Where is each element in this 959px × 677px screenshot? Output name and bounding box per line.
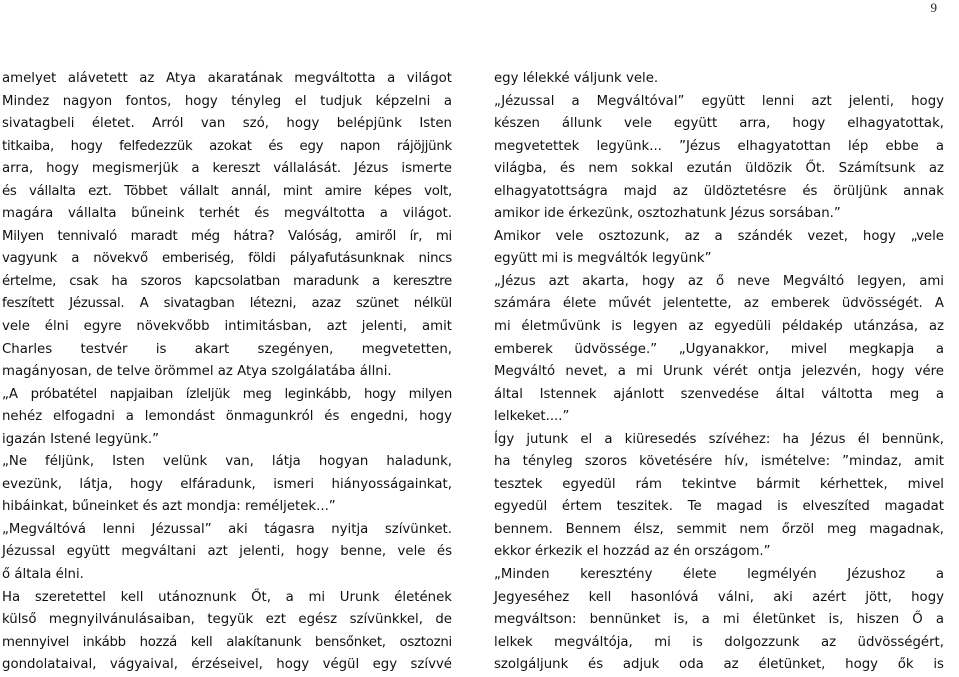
text-line: magára vállalta bűneink terhét és megváltotta a világot. (2, 206, 452, 222)
text-line: vagyunk a növekvő emberiség, földi pályafutásunknak nincs (2, 251, 452, 267)
text-line: emberek üdvössége.” „Ugyanakkor, mivel megkapja a (494, 341, 944, 357)
text-line: Amikor vele osztozunk, az a szándék vezet, hogy „vele (494, 228, 944, 244)
text-line: evezünk, látja, hogy elfáradunk, ismeri hiányosságainkat, (2, 476, 452, 492)
text-line: egy lélekké váljunk vele. (494, 71, 659, 86)
text-line: világba, és nem sokkal ezután üldözik Őt. Számítsunk az (494, 161, 944, 177)
text-line: „Ne féljünk, Isten velünk van, látja hogyan haladunk, (2, 454, 452, 470)
text-line: által Istennek ajánlott szenvedése által váltotta meg a (494, 386, 944, 402)
text-line: „Megváltóvá lenni Jézussal” aki tágasra nyitja szívünket. (2, 521, 452, 537)
text-line: lelkek megváltója, mi is dolgozzunk az üdvösségért, (494, 634, 944, 650)
text-line: egyedül értem teszitek. Te magad is elveszíted magadat (494, 499, 944, 515)
text-line: arra, hogy megismerjük a kereszt vállalását. Jézus ismerte (2, 161, 452, 177)
text-line: Jegyeséhez kell hasonlóvá válni, aki azért jött, hogy (494, 589, 944, 605)
text-line: magányosan, de telve örömmel az Atya szolgálatába állni. (2, 364, 392, 380)
text-line: „A próbatétel napjaiban ízleljük meg leginkább, hogy milyen (2, 386, 452, 402)
text-line: amikor ide érkezünk, osztozhatunk Jézus sorsában.” (494, 206, 841, 222)
text-line: Ha szeretettel kell utánoznunk Őt, a mi Urunk életének (2, 589, 452, 605)
text-line: igazán Istené legyünk.” (2, 431, 159, 447)
text-line: megvetettek legyünk... ”Jézus elhagyatottan lép ebbe a (494, 138, 944, 154)
text-line: megváltson: bennünket is, a mi életünket is, hiszen Ő a (494, 612, 944, 628)
text-line: feszített Jézussal. A sivatagban létezni, azaz szünet nélkül (2, 296, 452, 312)
text-line: bennem. Bennem élsz, semmit nem őrzöl meg magadnak, (494, 521, 944, 537)
right-text-column (494, 68, 944, 677)
text-line: külső megnyilvánulásaiban, tegyük ezt egész szívünkkel, de (2, 612, 452, 628)
text-line: és vállalta ezt. Többet vállalt annál, mint amire képes volt, (2, 183, 452, 199)
text-line: elhagyatottságra majd az üldöztetésre és örüljünk annak (494, 183, 944, 199)
text-line: Jézussal együtt megváltani azt jelenti, hogy benne, vele és (2, 544, 452, 560)
text-line: Charles testvér is akart szegényen, megvetetten, (2, 341, 452, 357)
text-line: ekkor érkezik el hozzád az én országom.” (494, 544, 771, 560)
text-line: lelkeket....” (494, 409, 570, 425)
text-line: együtt mi is megváltók legyünk” (494, 251, 712, 267)
text-line: számára élete művét jelentette, az emberek üdvösségét. A (494, 296, 944, 312)
text-line: szolgáljunk és adjuk oda az életünket, hogy ők is (494, 657, 944, 673)
text-line: sivatagbeli életet. Arról van szó, hogy belépjünk Isten (2, 116, 452, 132)
text-line: „Minden keresztény élete legmélyén Jézushoz a (494, 567, 944, 583)
text-line: mennyivel inkább hozzá kell alakítanunk bensőnket, osztozni (2, 634, 452, 650)
text-line: értelme, csak ha szoros kapcsolatban maradunk a keresztre (2, 273, 452, 289)
text-line: nehéz elfogadni a lemondást önmagunkról és engedni, hogy (2, 409, 452, 425)
text-line: titkaiba, hogy felfedezzük azokat és egy napon rájöjjünk (2, 138, 452, 154)
text-line: Megváltó nevet, a mi Urunk vérét ontja jelezvén, hogy vére (494, 364, 944, 380)
text-line: gondolataival, vágyaival, érzéseivel, hogy végül egy szívvé (2, 657, 452, 673)
text-line: hibáinkat, bűneinket és azt mondja: reméljetek...” (2, 499, 336, 515)
text-line: amelyet alávetett az Atya akaratának megváltotta a világot (2, 71, 452, 86)
page-number: 9 (930, 0, 937, 15)
left-text-column (2, 68, 452, 677)
text-line: Mindez nagyon fontos, hogy tényleg el tudjuk képzelni a (2, 93, 452, 109)
text-line: mi életművünk is legyen az egyedüli példakép utánzása, az (494, 319, 944, 335)
text-line: tesztek egyedül rám tekintve bármit kérhettek, mivel (494, 476, 944, 492)
text-line: „Jézus azt akarta, hogy az ő neve Megváltó legyen, ami (494, 273, 944, 289)
text-line: készen állunk vele együtt arra, hogy elhagyatottak, (494, 116, 944, 132)
text-line: ő általa élni. (2, 567, 84, 583)
text-line: Milyen tennivaló maradt még hátra? Valóság, amiről ír, mi (2, 228, 452, 244)
text-line: Így jutunk el a kiüresedés szívéhez: ha Jézus él bennünk, (494, 431, 944, 447)
text-line: „Jézussal a Megváltóval” együtt lenni azt jelenti, hogy (494, 93, 944, 109)
text-line: ha tényleg szoros követésére hív, ismételve: ”mindaz, amit (494, 454, 944, 470)
text-line: vele élni egyre növekvőbb intimitásban, azt jelenti, amit (2, 319, 452, 335)
